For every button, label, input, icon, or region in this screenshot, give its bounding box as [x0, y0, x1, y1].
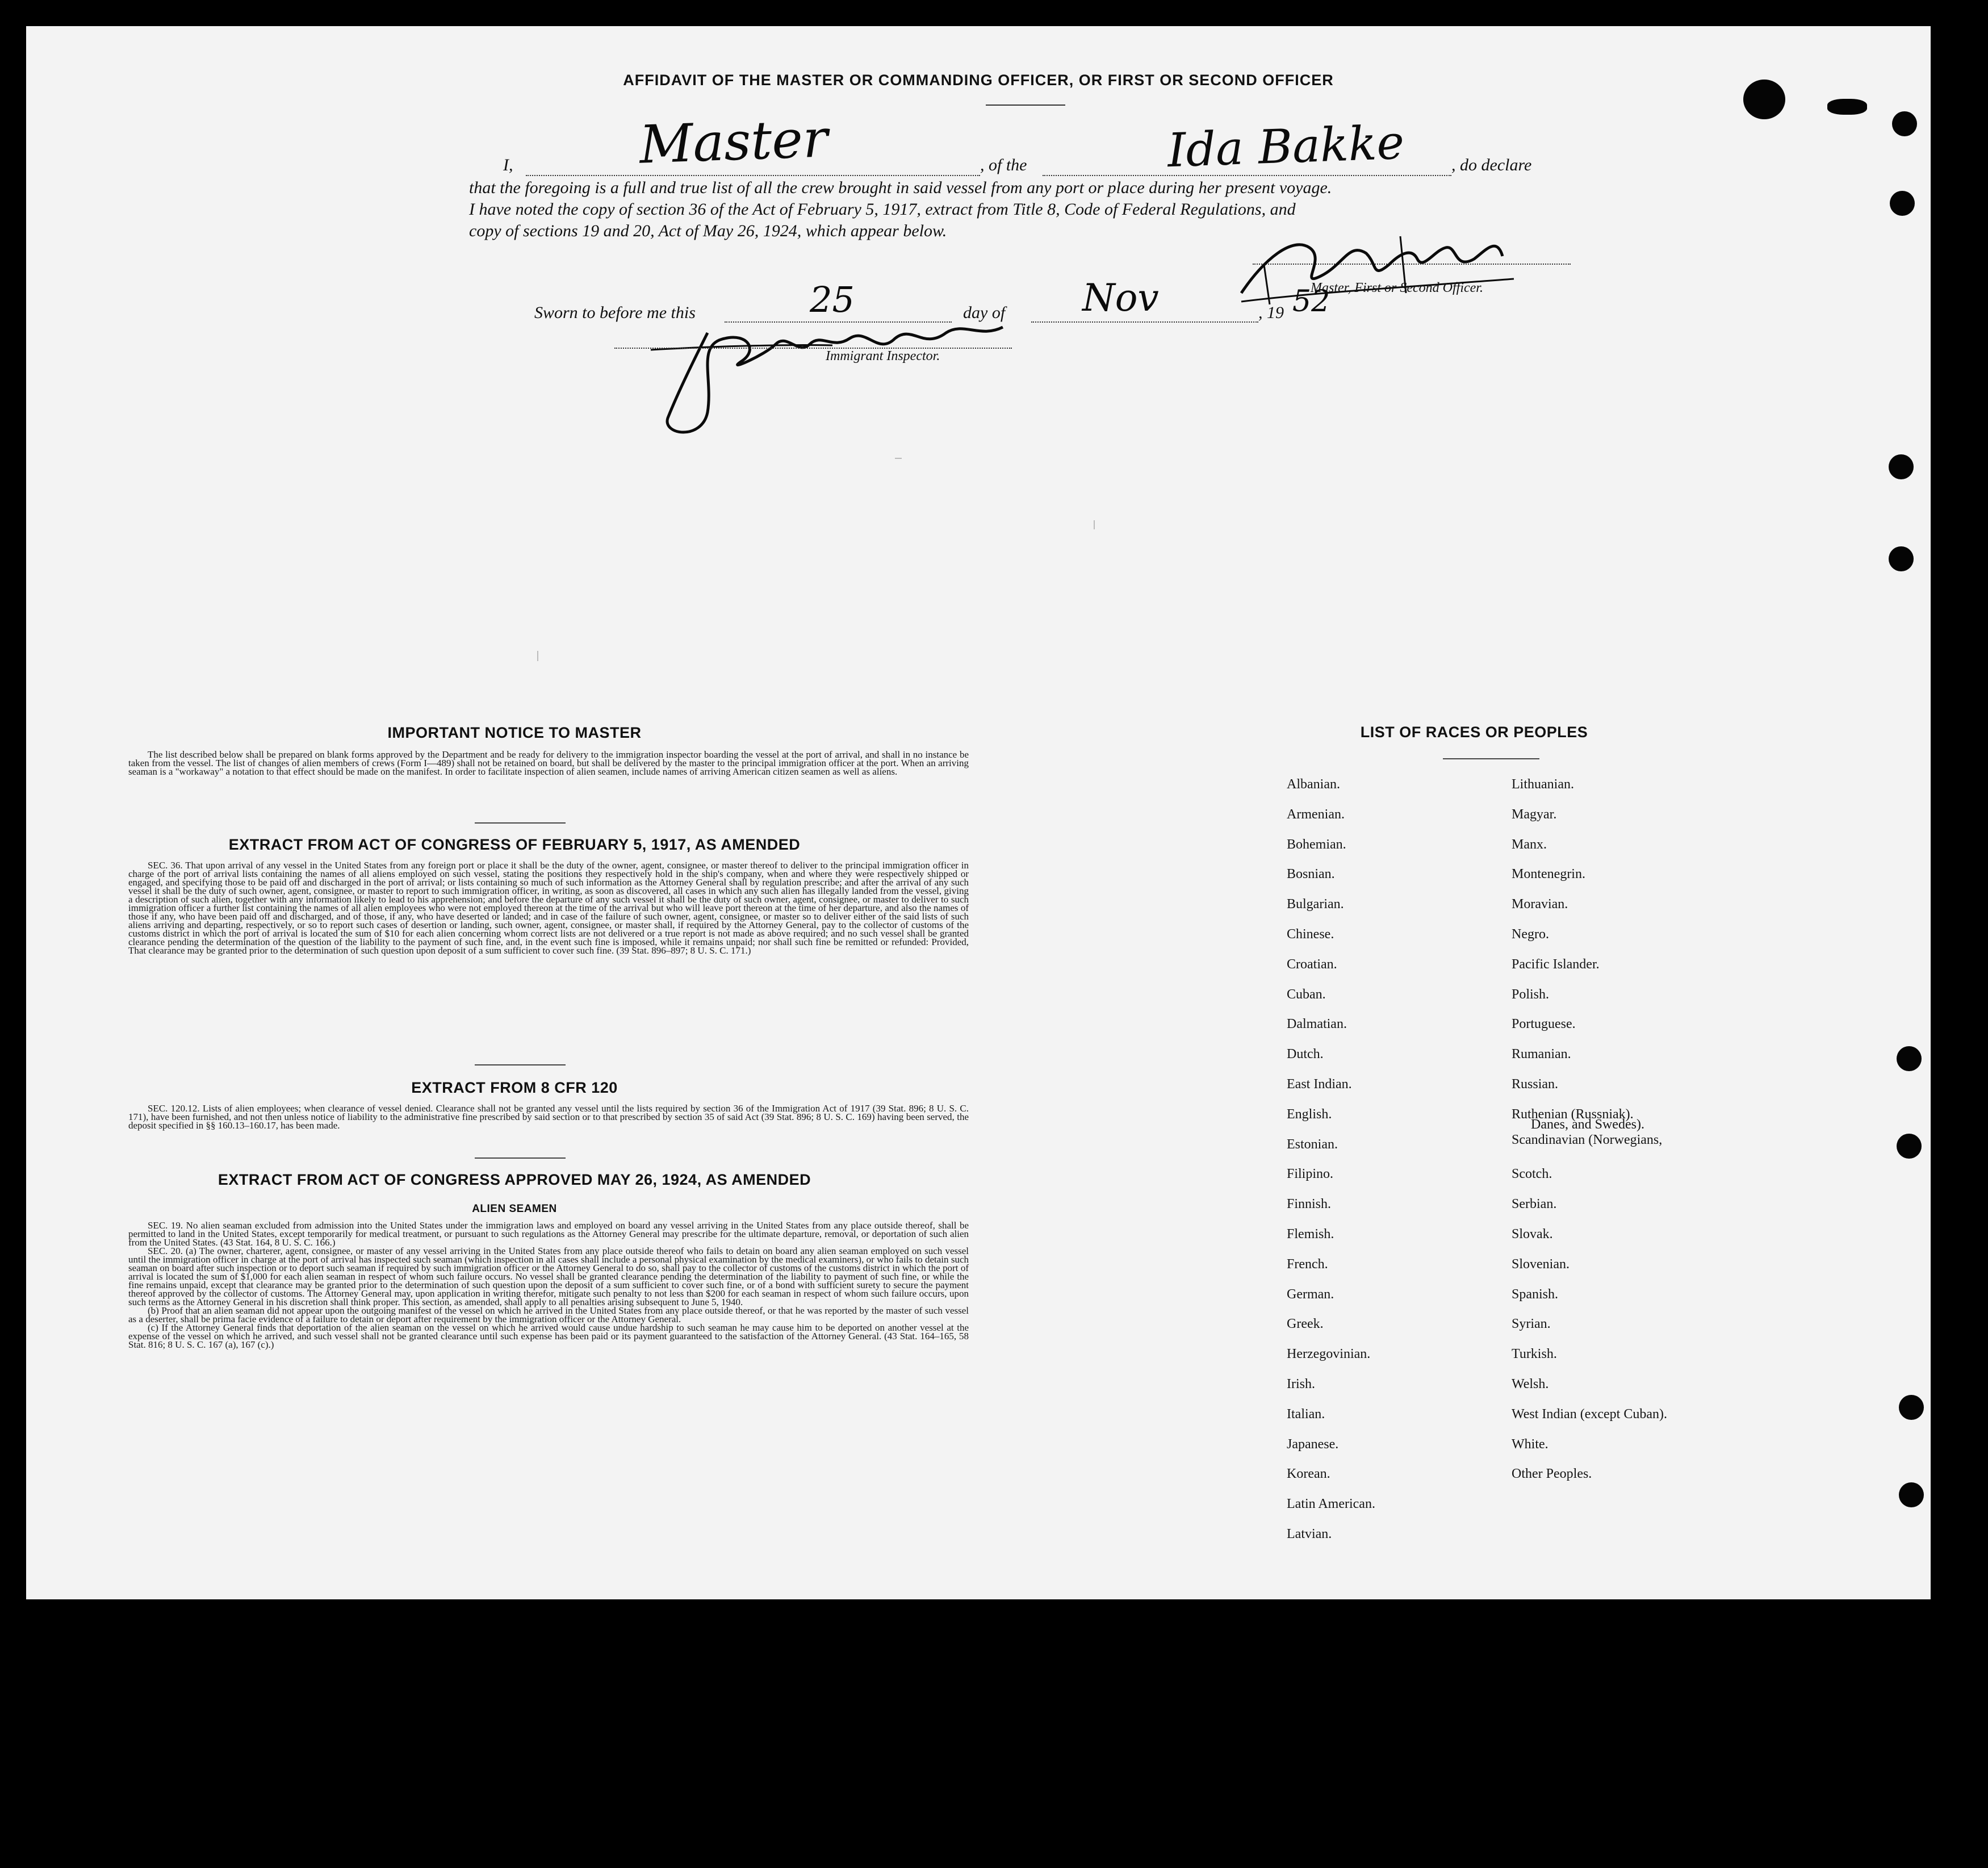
divider — [475, 1064, 566, 1065]
extract-cfr-heading: EXTRACT FROM 8 CFR 120 — [411, 1079, 618, 1096]
line1-suffix: , do declare — [1451, 156, 1532, 174]
race-item: Manx. — [1512, 837, 1547, 852]
race-item: Latvian. — [1287, 1527, 1332, 1541]
race-item: White. — [1512, 1437, 1548, 1452]
race-item: Flemish. — [1287, 1227, 1334, 1242]
race-item: Irish. — [1287, 1377, 1315, 1391]
race-item: Lithuanian. — [1512, 777, 1574, 792]
race-item: Negro. — [1512, 927, 1549, 942]
section-20b-paragraph: (b) Proof that an alien seaman did not appear upon the outgoing manifest of the vessel on which he arrived in the United States from any place outside thereof, or that he was reported by the master of such vessel as a deserter, shall be prima facie evidence of a failure to detain or deport after requirement by the immigration officer or the Attorney General. — [128, 1305, 969, 1324]
handwritten-role: Master — [638, 108, 829, 175]
handwritten-month: Nov — [1082, 276, 1159, 320]
month-fill-line — [1031, 321, 1258, 323]
punch-hole — [1897, 1046, 1922, 1071]
inspector-signature — [628, 310, 1026, 446]
notice-heading: IMPORTANT NOTICE TO MASTER — [387, 724, 642, 741]
inspector-signature-line — [614, 348, 1012, 349]
inspector-label: Immigrant Inspector. — [826, 349, 940, 363]
race-item: Herzegovinian. — [1287, 1347, 1371, 1361]
bleed-mark — [895, 458, 902, 459]
race-item: Moravian. — [1512, 897, 1568, 912]
bleed-mark — [1094, 520, 1095, 529]
race-item: Armenian. — [1287, 807, 1345, 822]
race-item: East Indian. — [1287, 1077, 1352, 1092]
race-item: Scotch. — [1512, 1167, 1552, 1181]
line1-prefix: I, — [503, 156, 513, 174]
title-rule — [986, 105, 1065, 106]
race-item: Magyar. — [1512, 807, 1557, 822]
race-item: Korean. — [1287, 1466, 1330, 1481]
notice-paragraph: The list described below shall be prepared on blank forms approved by the Department and be ready for delivery to the immigration inspector boarding the vessel at the port of arrival, and shall in no instance be taken from the vessel. The list of changes of alien members of crews (Form I—489) shall not be retained on board, but shall be delivered by the master to the principal immigration officer at the port. When an arriving seaman is a "workaway" a notation to that effect should be made on the manifest. In order to facilitate inspection of alien seamen, include names of arriving American citizen seamen as well as aliens. — [128, 749, 969, 777]
line1-of: , of the — [980, 156, 1027, 174]
handwritten-vessel: Ida Bakke — [1166, 115, 1405, 178]
race-item: Slovenian. — [1512, 1257, 1570, 1272]
race-item: Dutch. — [1287, 1047, 1324, 1062]
race-item: Croatian. — [1287, 957, 1337, 972]
affidavit-line-4: copy of sections 19 and 20, Act of May 26, 1924, which appear below. — [469, 222, 947, 240]
section-20c-paragraph: (c) If the Attorney General finds that deportation of the alien seaman on the vessel on which he arrived would cause undue hardship to such seaman he may cause him to be deported on another vessel at the expense of the vessel on which he arrived, and such vessel shall not be granted clearance until such expense has been paid or its payment guaranteed to the satisfaction of the Attorney General. (43 Stat. 164–165, 58 Stat. 816; 8 U. S. C. 167 (a), 167 (c).) — [128, 1322, 969, 1350]
divider — [475, 1157, 566, 1159]
ink-blot — [1827, 99, 1867, 115]
punch-hole — [1889, 546, 1914, 571]
officer-signature — [1230, 225, 1548, 310]
scan-border-bottom — [0, 1599, 1988, 1868]
race-item: Other Peoples. — [1512, 1466, 1592, 1481]
race-item: Spanish. — [1512, 1287, 1559, 1302]
race-item: Japanese. — [1287, 1437, 1339, 1452]
race-item: Filipino. — [1287, 1167, 1334, 1181]
bleed-mark — [537, 651, 538, 661]
race-item: Rumanian. — [1512, 1047, 1571, 1062]
race-item: Scandinavian (Norwegians, — [1512, 1132, 1663, 1147]
punch-hole — [1889, 454, 1914, 479]
race-item: Danes, and Swedes). — [1531, 1117, 1644, 1132]
race-item: Montenegrin. — [1512, 867, 1585, 881]
race-item: Pacific Islander. — [1512, 957, 1600, 972]
punch-hole — [1899, 1395, 1924, 1420]
alien-seamen-subheading: ALIEN SEAMEN — [472, 1203, 557, 1215]
race-item: Bosnian. — [1287, 867, 1335, 881]
race-item: Estonian. — [1287, 1137, 1338, 1152]
extract-1917-body — [128, 861, 969, 1083]
race-item: Slovak. — [1512, 1227, 1553, 1242]
race-item: Bohemian. — [1287, 837, 1346, 852]
section-19-paragraph: SEC. 19. No alien seaman excluded from admission into the United States under the immigration laws and employed on board any vessel arriving in the United States from any place outside thereof, shall be permitted to land in the United States, except temporarily for medical treatment, or pursuant to such regulations as the Attorney General may prescribe for the ultimate departure, removal, or deportation of such alien from the United States. (43 Stat. 164, 8 U. S. C. 166.) — [128, 1220, 969, 1248]
race-item: Italian. — [1287, 1407, 1325, 1422]
race-item: German. — [1287, 1287, 1334, 1302]
race-item: Bulgarian. — [1287, 897, 1344, 912]
extract-1924-heading: EXTRACT FROM ACT OF CONGRESS APPROVED MAY 26, 1924, AS AMENDED — [217, 1171, 811, 1188]
race-item: Finnish. — [1287, 1197, 1332, 1211]
extract-1924-body — [128, 1221, 969, 1505]
races-title-rule — [1443, 758, 1539, 759]
punch-hole — [1890, 191, 1915, 216]
form-sheet — [26, 26, 1931, 1599]
race-item: West Indian (except Cuban). — [1512, 1407, 1667, 1422]
extract-1917-heading: EXTRACT FROM ACT OF CONGRESS OF FEBRUARY 5, 1917, AS AMENDED — [228, 836, 801, 853]
race-item: Cuban. — [1287, 987, 1326, 1002]
race-item: French. — [1287, 1257, 1328, 1272]
race-item: Turkish. — [1512, 1347, 1557, 1361]
year-prefix: , 19 — [1258, 303, 1284, 322]
section-120-12-paragraph: SEC. 120.12. Lists of alien employees; when clearance of vessel denied. Clearance shall not be granted any vessel until the lists required by section 36 of the Immigration Act of 1917 (39 Stat. 896; 8 U. S. C. 171), have been furnished, and not then unless notice of liability to the administrative fine prescribed by said section or to that prescribed by section 35 of said Act (39 Stat. 896; 8 U. S. C. 169) having been served, the deposit specified in §§ 160.13–160.17, has been made. — [128, 1103, 969, 1131]
race-item: Chinese. — [1287, 927, 1334, 942]
affidavit-line-2: that the foregoing is a full and true list of all the crew brought in said vessel from any port or place during her present voyage. — [469, 178, 1332, 197]
section-20a-paragraph: SEC. 20. (a) The owner, charterer, agent, consignee, or master of any vessel arriving in the United States from any place outside thereof who fails to detain on board any alien seaman employed on such vessel until the immigration officer in charge at the port of arrival has inspected such seaman (which inspection in all cases shall include a personal physical examination by the medical examiners), or who fails to detain such seaman on board after such inspection or to deport such seaman if required by such immigration officer or the Attorney General to do so, shall pay to the collector of customs of the customs district in which the port of arrival is located the sum of $1,000 for each alien seaman in respect of whom such failure occurs. No vessel shall be granted clearance pending the determination of the liability to payment of such fine, or while the fine remains unpaid, except that clearance may be granted prior to the determination of such question upon the deposit of a sum sufficient to cover such fine, or of a bond with sufficient surety to secure the payment thereof approved by the collector of customs. The Attorney General may, upon application in writing therefor, mitigate such penalty to not less than $200 for each seaman in respect of whom such failure occurs, upon such terms as the Attorney General in his discretion shall think proper. This section, as amended, shall apply to all penalties arising subsequent to June 5, 1940. — [128, 1246, 969, 1307]
race-item: Polish. — [1512, 987, 1550, 1002]
race-item: Serbian. — [1512, 1197, 1557, 1211]
punch-hole — [1897, 1134, 1922, 1159]
handwritten-year: 52 — [1292, 285, 1330, 319]
sworn-prefix: Sworn to before me this — [534, 303, 696, 322]
punch-hole — [1892, 111, 1917, 136]
officer-role-label: Master, First or Second Officer. — [1311, 281, 1483, 295]
section-36-paragraph: SEC. 36. That upon arrival of any vessel in the United States from any foreign port or place it shall be the duty of the owner, agent, consignee, or master thereof to deliver to the principal immigration officer in charge of the port of arrival lists containing the names of all aliens employed on such vessel, stating the positions they respectively hold in the ship's company, when and where they were respectively shipped or engaged, and specifying those to be paid off and discharged in the port of arrival; or lists containing so much of such information as the Attorney General shall by regulation prescribe; and after the arrival of any such vessel it shall be the duty of such owner, agent, consignee, or master to report to such immigration officer, in writing, as soon as discovered, all cases in which any such alien has illegally landed from the vessel, giving a description of such alien, together with any information likely to lead to his apprehension; and before the departure of any such vessel it shall be the duty of such owner, agent, consignee, or master to deliver to such immigration officer a further list containing the names of all alien employees who were not employed thereon at the time of the arrival but who will leave port thereon at the time of her departure, and also the names of those if any, who have been paid off and discharged, and of those, if any, who have deserted or landed; and in case of the failure of such owner, agent, consignee, or master so to deliver either of the said lists of such aliens arriving and departing, respectively, or so to report such cases of desertion or landing, such owner, agent, consignee, or master shall, if required by the Attorney General, pay to the collector of customs of the customs district in which the port of arrival is located the sum of $10 for each alien concerning whom correct lists are not delivered or a true report is not made as above required; and no such vessel shall be granted clearance pending the determination of the question of the liability to the payment of such fine, and, in the event such fine is imposed, while it remains unpaid; nor shall such fine be remitted or refunded: Provided, That clearance may be granted prior to the determination of such question upon deposit of a sum sufficient to cover such fine. (39 Stat. 896–897; 8 U. S. C. 171.) — [128, 860, 969, 956]
handwritten-day: 25 — [810, 279, 855, 320]
ink-blot — [1743, 80, 1785, 119]
day-of-label: day of — [963, 303, 1006, 322]
punch-hole — [1899, 1482, 1924, 1507]
race-item: Ruthenian (Russniak). — [1512, 1107, 1634, 1122]
divider — [475, 822, 566, 824]
affidavit-line-3: I have noted the copy of section 36 of the Act of February 5, 1917, extract from Title 8, Code of Federal Regulations, and — [469, 200, 1296, 219]
race-item: Albanian. — [1287, 777, 1340, 792]
notice-body — [128, 750, 969, 801]
race-item: Welsh. — [1512, 1377, 1549, 1391]
race-item: Portuguese. — [1512, 1017, 1576, 1031]
race-item: Russian. — [1512, 1077, 1559, 1092]
race-item: Greek. — [1287, 1317, 1324, 1331]
race-item: Dalmatian. — [1287, 1017, 1347, 1031]
races-title: LIST OF RACES OR PEOPLES — [1360, 724, 1588, 741]
extract-cfr-body — [128, 1104, 969, 1144]
role-fill-line — [526, 175, 980, 176]
race-item: Syrian. — [1512, 1317, 1551, 1331]
affidavit-title: AFFIDAVIT OF THE MASTER OR COMMANDING OFFICER, OR FIRST OR SECOND OFFICER — [623, 72, 1334, 89]
race-item: English. — [1287, 1107, 1332, 1122]
race-item: Latin American. — [1287, 1497, 1375, 1511]
